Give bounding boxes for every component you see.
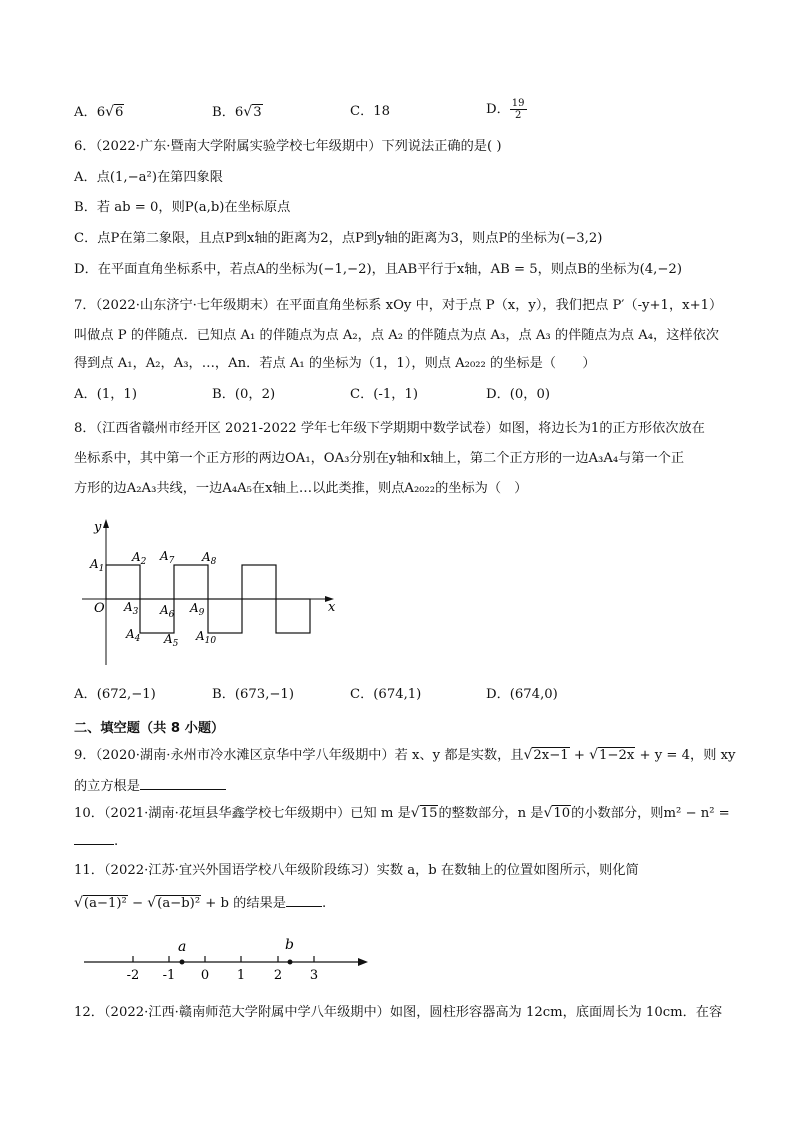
q7-option-a: A．(1，1) [74,387,137,402]
q8-line-1: 8．（江西省赣州市经开区 2021-2022 学年七年级下学期期中数学试卷）如图，将边长为1的正方形依次放在 [74,421,705,436]
x-axis-label: x [328,600,336,615]
label-a10: $A_{10}$ [196,629,217,646]
q6-stem: 6．（2022·广东·暨南大学附属实验学校七年级期中）下列说法正确的是( ) [74,139,502,154]
label-a4: $A_4$ [126,627,141,644]
label-a3: $A_3$ [124,600,139,617]
y-axis-label: y [94,520,102,535]
q11-line-1: 11．（2022·江苏·宜兴外国语学校八年级阶段练习）实数 a，b 在数轴上的位置如图所示，则化简 [74,863,639,878]
q8-line-2: 坐标系中，其中第一个正方形的两边OA₁，OA₃分别在y轴和x轴上，第二个正方形的一边A₃A₄与第一个正 [74,451,685,466]
q5-option-d: D． $\frac{19}{2}$ [486,98,525,121]
tick-label-neg2: -2 [126,968,140,983]
point-a-label: a [178,939,187,955]
label-a6: $A_6$ [160,603,175,620]
point-a-dot [180,960,185,965]
label-a5: $A_5$ [164,632,179,649]
q8-option-d: D．(674,0) [486,687,558,702]
square-5 [242,565,276,599]
q11-number-line [74,935,374,985]
tick-label-neg1: -1 [162,968,176,983]
q8-option-c: C．(674,1) [350,687,422,702]
section-header: 二、填空题（共 8 小题） [74,721,225,736]
q11-answer-blank[interactable] [286,894,322,907]
tick-label-0: 0 [200,968,210,983]
q5-option-c: C．18 [350,104,391,119]
q5-option-a: A．6√6 [74,104,124,120]
tick-label-2: 2 [273,968,283,983]
y-axis-arrow [103,519,109,528]
label-a1: $A_1$ [90,557,105,574]
number-line-arrow [358,958,368,966]
tick-label-3: 3 [309,968,319,983]
q6-option-b: B．若 ab = 0，则P(a,b)在坐标原点 [74,200,291,215]
q10-line-2: . [74,832,118,850]
q8-line-3: 方形的边A₂A₃共线，一边A₄A₅在x轴上…以此类推，则点A₂₀₂₂的坐标为（ ） [74,481,528,496]
square-4 [208,599,242,633]
q7-option-c: C．(-1，1) [350,387,418,402]
q10-answer-blank[interactable] [74,832,114,845]
label-a7: $A_7$ [160,549,175,566]
point-b-dot [288,960,293,965]
q5-option-b: B．6√3 [212,104,262,120]
label-a8: $A_8$ [202,550,217,567]
q9-line-2: 的立方根是 [74,777,226,795]
q7-line-2: 叫做点 P 的伴随点．已知点 A₁ 的伴随点为点 A₂，点 A₂ 的伴随点为点 A₃，点 A₃ 的伴随点为点 A₄，这样依次 [74,328,719,343]
q6-option-c: C．点P在第二象限，且点P到x轴的距离为2，点P到y轴的距离为3，则点P的坐标为(−3,2) [74,231,603,246]
origin-label: O [94,601,105,616]
q8-option-b: B．(673,−1) [212,687,294,702]
label-a9: $A_9$ [190,601,205,618]
q9-line-1: 9．（2020·湖南·永州市冷水滩区京华中学八年级期中）若 x、y 都是实数，且√2x−1 + √1−2x + y = 4，则 xy [74,747,736,763]
point-b-label: b [285,937,294,953]
q7-line-3: 得到点 A₁，A₂，A₃，…，An．若点 A₁ 的坐标为（1，1），则点 A₂₀₂₂ 的坐标是（ ） [74,356,596,371]
q6-option-d: D．在平面直角坐标系中，若点A的坐标为(−1,−2)，且AB平行于x轴，AB = 5，则点B的坐标为(4,−2) [74,262,682,277]
q7-line-1: 7．（2022·山东济宁·七年级期末）在平面直角坐标系 xOy 中，对于点 P（x，y），我们把点 P′（-y+1，x+1） [74,298,723,313]
tick-label-1: 1 [236,968,246,983]
label-a2: $A_2$ [132,550,147,567]
square-3 [174,565,208,599]
q9-answer-blank[interactable] [140,777,226,790]
q6-option-a: A．点(1,−a²)在第四象限 [74,170,223,185]
q7-option-b: B．(0，2) [212,387,276,402]
q10-line-1: 10．（2021·湖南·花垣县华鑫学校七年级期中）已知 m 是√15的整数部分，n 是√10的小数部分，则m² − n² = [74,805,730,821]
square-6 [276,599,310,633]
q11-line-2: √(a−1)² − √(a−b)² + b 的结果是 . [74,895,327,911]
q8-square-figure [74,515,354,670]
q7-option-d: D．(0，0) [486,387,551,402]
square-1 [106,565,140,599]
q12-line-1: 12．（2022·江西·赣南师范大学附属中学八年级期中）如图，圆柱形容器高为 12cm，底面周长为 10cm．在容 [74,1005,723,1020]
q8-option-a: A．(672,−1) [74,687,156,702]
